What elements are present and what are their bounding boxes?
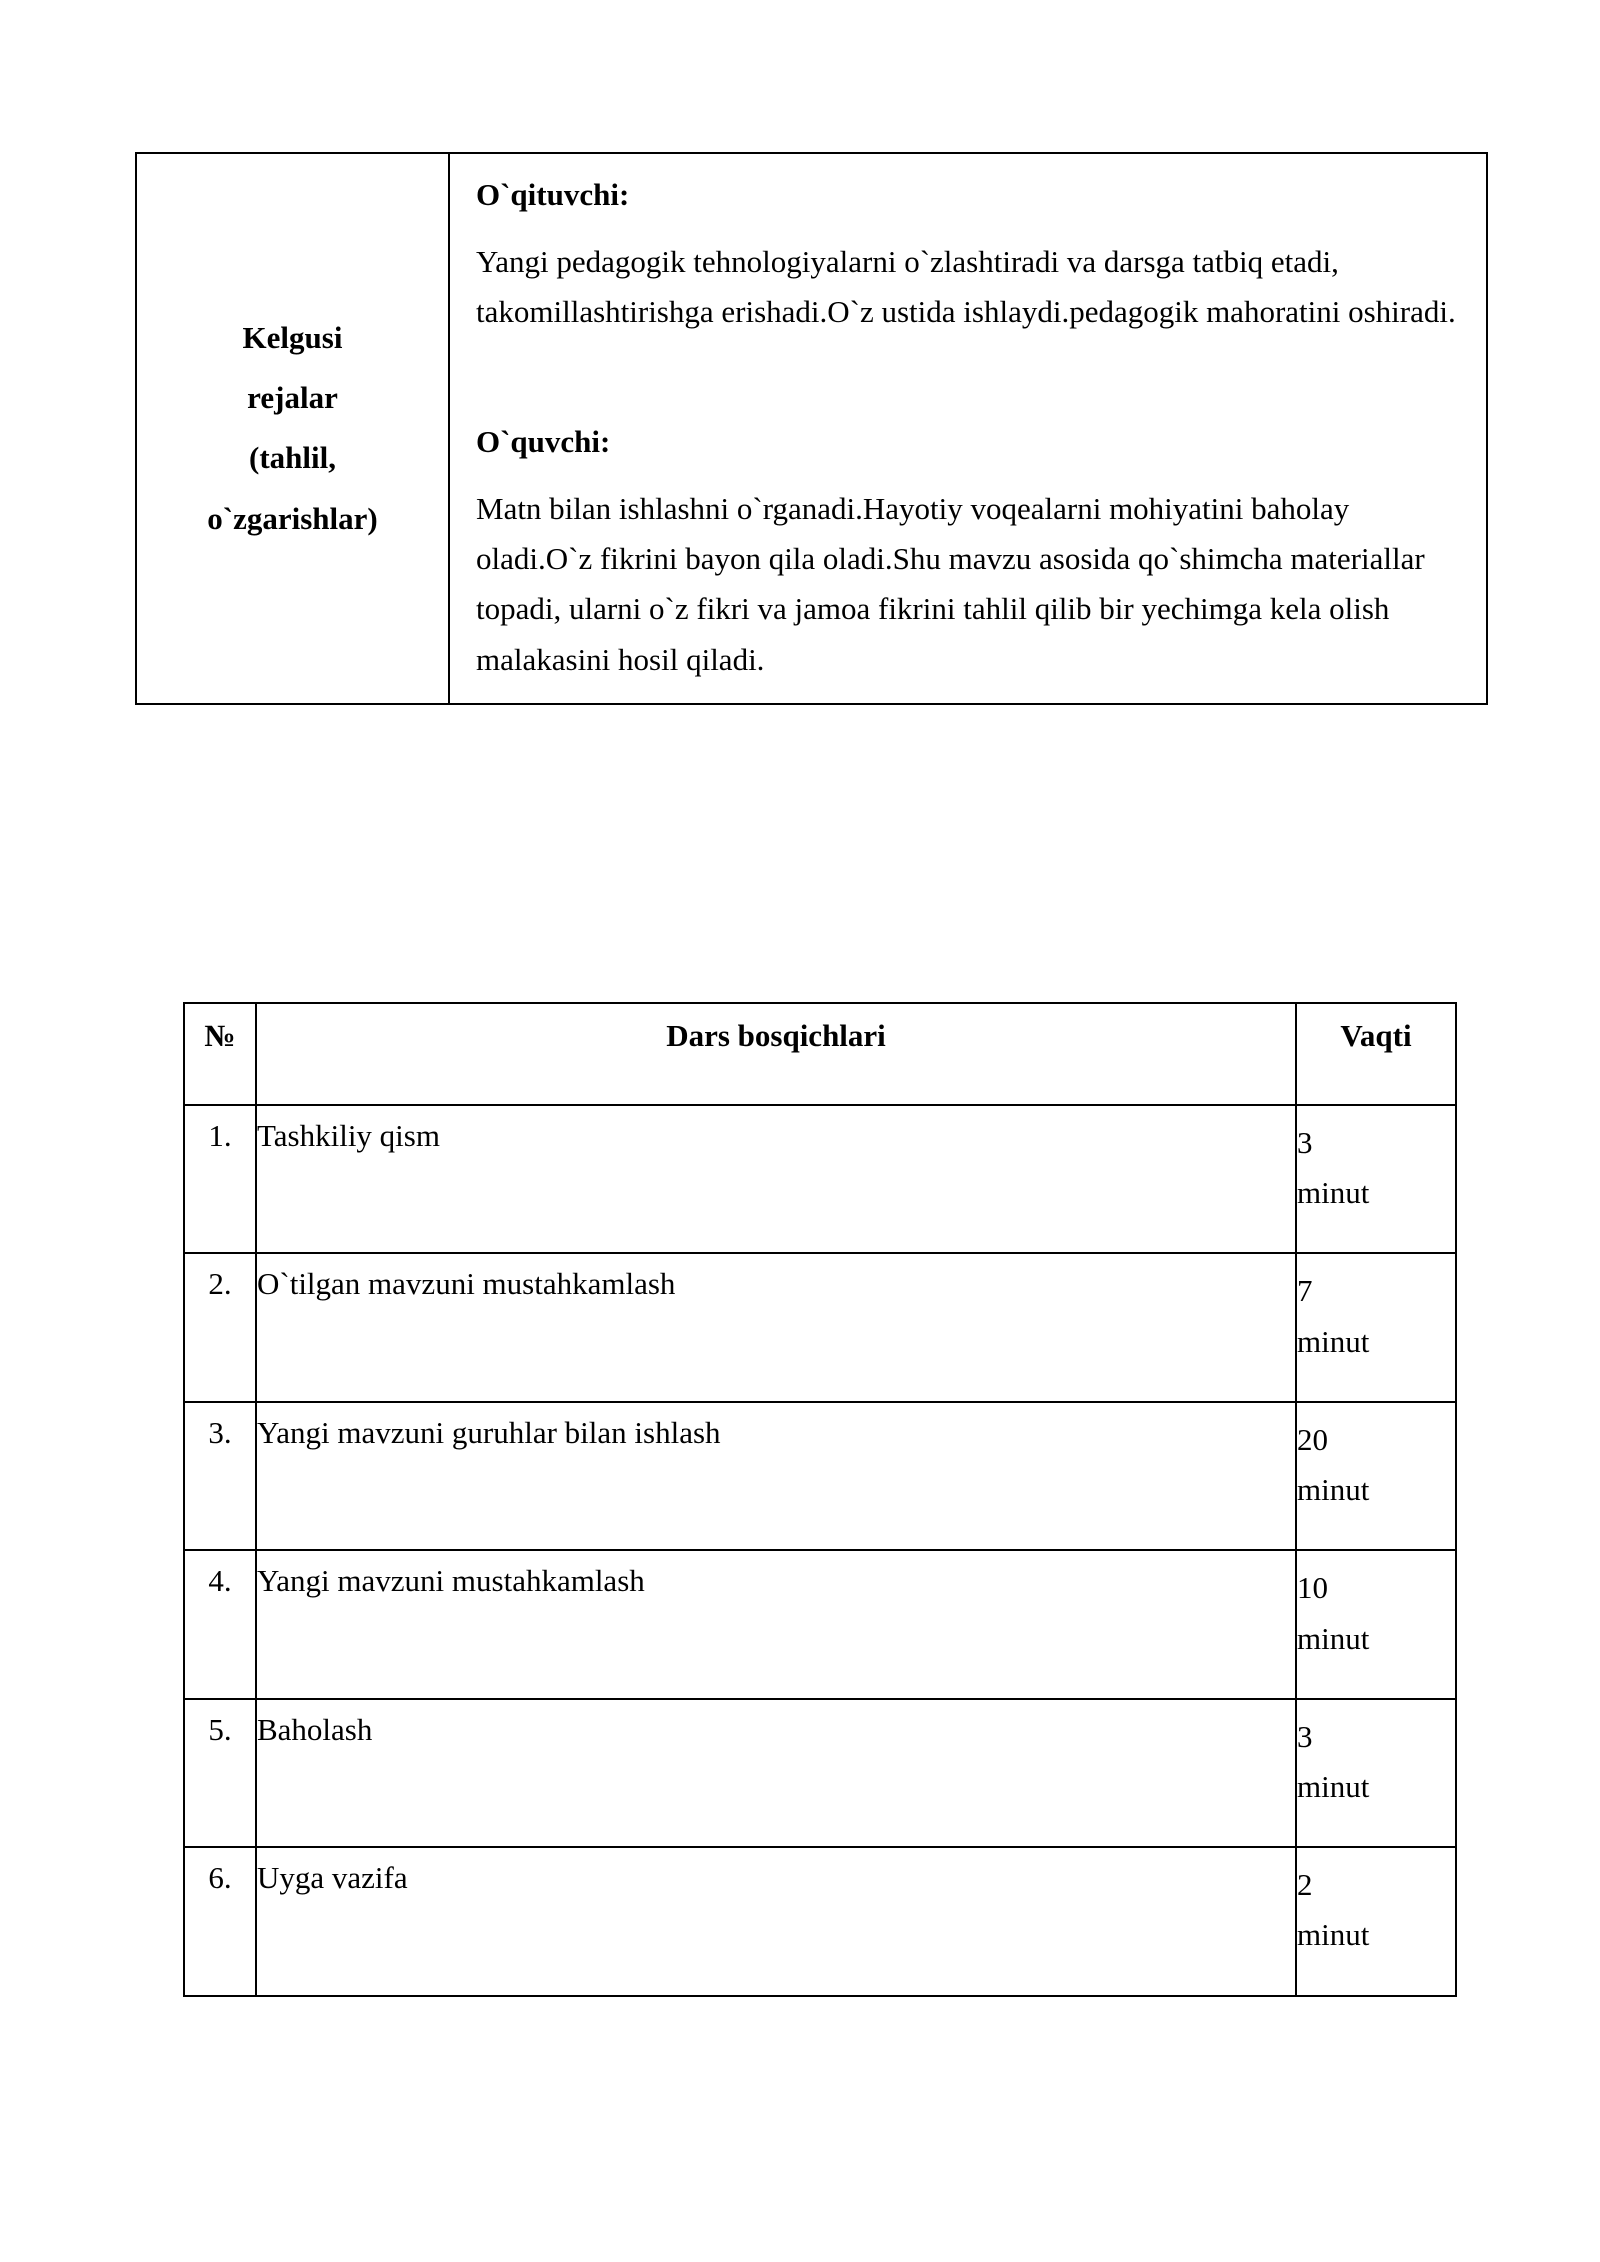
row-duration xyxy=(1296,1253,1456,1401)
row-number: 3. xyxy=(184,1402,256,1550)
row-duration xyxy=(1296,1105,1456,1253)
future-plans-label-line-3: (tahlil, xyxy=(249,440,336,476)
duration-value: 7 xyxy=(1297,1273,1313,1309)
table-row xyxy=(184,1550,1456,1698)
row-number: 6. xyxy=(184,1847,256,1995)
future-plans-label-line-4: o`zgarishlar) xyxy=(207,500,378,536)
row-number: 5. xyxy=(184,1699,256,1847)
student-heading: O`quvchi: xyxy=(476,424,611,460)
future-plans-label-cell xyxy=(136,153,449,704)
duration-value: 3 xyxy=(1297,1718,1313,1754)
duration-value: 3 xyxy=(1297,1125,1313,1160)
row-duration xyxy=(1296,1847,1456,1995)
row-stage-name: Tashkiliy qism xyxy=(256,1105,1296,1253)
lesson-stages-header xyxy=(184,1003,1456,1105)
table-row xyxy=(184,1847,1456,1995)
row-duration xyxy=(1296,1550,1456,1698)
duration-unit: minut xyxy=(1297,1323,1370,1359)
duration-value: 10 xyxy=(1297,1570,1328,1606)
future-plans-label-line-1: Kelgusi xyxy=(242,319,343,355)
lesson-stages-table xyxy=(183,1002,1457,1997)
table-header-row xyxy=(184,1003,1456,1105)
row-stage-name: Yangi mavzuni mustahkamlash xyxy=(256,1550,1296,1698)
row-stage-name: O`tilgan mavzuni mustahkamlash xyxy=(256,1253,1296,1401)
table-row xyxy=(184,1402,1456,1550)
row-stage-name: Baholash xyxy=(256,1699,1296,1847)
row-stage-name: Yangi mavzuni guruhlar bilan ishlash xyxy=(256,1402,1296,1550)
column-header-stage: Dars bosqichlari xyxy=(256,1003,1296,1105)
student-outcomes-text: Matn bilan ishlashni o`rganadi.Hayotiy voqealarni mohiyatini baholay oladi.O`z fikrini bayon qila oladi.Shu mavzu asosida qo`shimcha materiallar topadi, ularni o`z fikri va jamoa fikrini tahlil qilib bir yechimga kela olish malakasini hosil qiladi. xyxy=(476,490,1425,677)
table-row xyxy=(184,1105,1456,1253)
duration-unit: minut xyxy=(1297,1768,1370,1804)
future-plans-table xyxy=(135,152,1488,705)
row-number: 1. xyxy=(184,1105,256,1253)
lesson-stages-body xyxy=(184,1105,1456,1996)
row-duration xyxy=(1296,1402,1456,1550)
table-row xyxy=(184,1253,1456,1401)
duration-value: 2 xyxy=(1297,1867,1313,1903)
table-row xyxy=(136,153,1487,704)
future-plans-body-cell xyxy=(449,153,1487,704)
future-plans-label-line-2: rejalar xyxy=(247,379,338,415)
row-stage-name: Uyga vazifa xyxy=(256,1847,1296,1995)
teacher-outcomes-text: Yangi pedagogik tehnologiyalarni o`zlashtiradi va darsga tatbiq etadi, takomillashtirishga erishadi.O`z ustida ishlaydi.pedagogik mahoratini oshiradi. xyxy=(476,243,1456,329)
teacher-heading: O`qituvchi: xyxy=(476,177,630,212)
column-header-time: Vaqti xyxy=(1296,1003,1456,1105)
duration-value: 20 xyxy=(1297,1421,1328,1457)
duration-unit: minut xyxy=(1297,1175,1370,1211)
row-number: 4. xyxy=(184,1550,256,1698)
row-number: 2. xyxy=(184,1253,256,1401)
duration-unit: minut xyxy=(1297,1620,1370,1656)
table-row xyxy=(184,1699,1456,1847)
duration-unit: minut xyxy=(1297,1917,1370,1953)
row-duration xyxy=(1296,1699,1456,1847)
duration-unit: minut xyxy=(1297,1472,1370,1508)
column-header-number: № xyxy=(184,1003,256,1105)
